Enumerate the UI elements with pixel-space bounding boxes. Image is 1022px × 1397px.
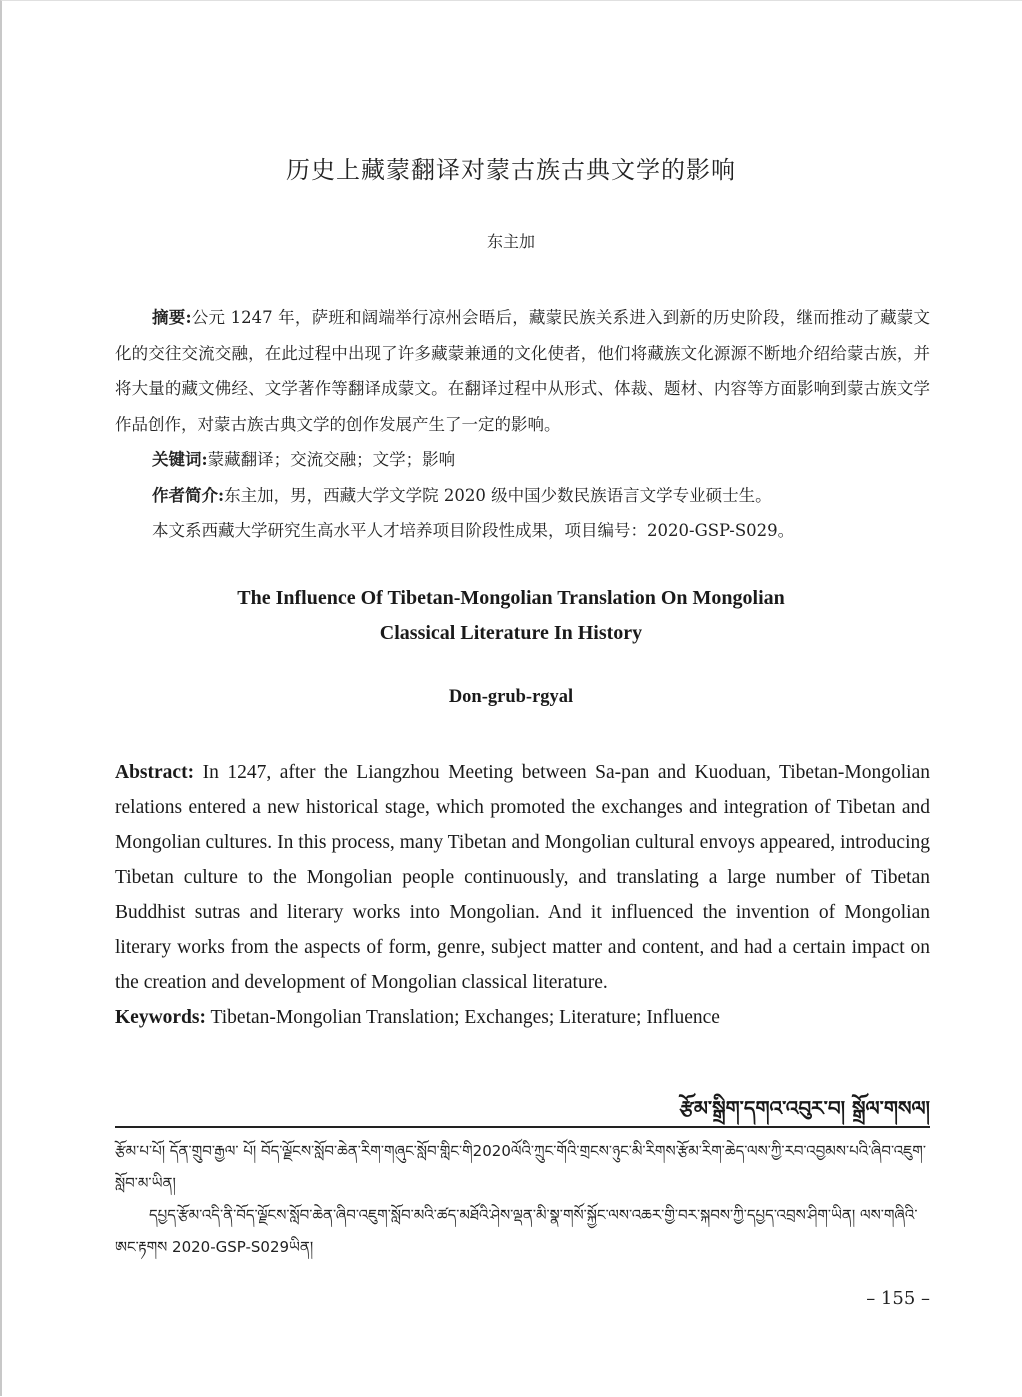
- tibetan-heading: རྩོམ་སྒྲིག་དགའ་འབུར་བ། སྒྲོལ་གསལ།: [679, 1096, 930, 1120]
- chinese-keywords: [115, 442, 930, 478]
- chinese-keywords-label: 关键词:: [152, 450, 208, 469]
- chinese-abstract-text: 公元 1247 年，萨班和阔端举行凉州会晤后，藏蒙民族关系进入到新的历史阶段，继而推动了藏蒙文化的交往交流交融，在此过程中出现了许多藏蒙兼通的文化使者，他们将藏族文化源源不断地介绍给蒙古族，并将大量的藏文佛经、文学著作等翻译成蒙文。在翻译过程中从形式、体裁、题材、内容等方面影响到蒙古族文学作品创作，对蒙古族古典文学的创作发展产生了一定的影响。: [115, 308, 931, 434]
- english-title-line2: Classical Literature In History: [379, 622, 643, 644]
- chinese-funding-note: 本文系西藏大学研究生高水平人才培养项目阶段性成果，项目编号：2020-GSP-S029。: [152, 521, 795, 540]
- english-title: [0, 581, 1022, 651]
- english-abstract-text: In 1247, after the Liangzhou Meeting between Sa-pan and Kuoduan, Tibetan-Mongolian relations entered a new historical stage, which promoted the exchanges and integration of Tibetan and Mongolian cultures. In this process, many Tibetan and Mongolian cultural envoys appeared, introducing Tibetan culture to the Mongolian people continuously, and translating a large number of Tibetan Buddhist sutras and literary works into Mongolian. And it influenced the invention of Mongolian literary works from the aspects of form, genre, subject matter and content, and had a certain impact on the creation and development of Mongolian classical literature.: [115, 762, 930, 993]
- chinese-author: 东主加: [486, 232, 535, 251]
- english-abstract-block: [115, 755, 930, 1035]
- chinese-author-bio: [115, 478, 930, 514]
- tibetan-body: [115, 1135, 930, 1263]
- english-keywords: [115, 1000, 930, 1035]
- chinese-abstract-label: 摘要:: [152, 308, 192, 327]
- tibetan-author-note: རྩོམ་པ་པོ། དོན་གྲུབ་རྒྱལ་ པོ། བོད་ལྗོངས་སློབ་ཆེན་རིག་གཞུང་སློབ་གླིང་གི2020ལོའི་ཀྲུང་གོའི་གྲངས་ཉུང་མི་རིགས་རྩོམ་རིག་ཆེད་ལས་ཀྱི་རབ་འབྱམས་པའི་ཞིབ་འཇུག་སློབ་མ་ཡིན།: [115, 1142, 927, 1192]
- english-title-line1: The Influence Of Tibetan-Mongolian Translation On Mongolian: [237, 587, 785, 609]
- page-number: – 155 –: [866, 1288, 930, 1309]
- chinese-author-bio-text: 东主加，男，西藏大学文学院 2020 级中国少数民族语言文学专业硕士生。: [224, 485, 772, 505]
- chinese-keywords-text: 蒙藏翻译；交流交融；文学；影响: [207, 450, 456, 469]
- english-author: Don-grub-rgyal: [448, 687, 574, 707]
- chinese-author-bio-label: 作者简介:: [152, 485, 225, 505]
- english-abstract: [115, 755, 930, 1000]
- tibetan-divider: [115, 1126, 930, 1128]
- chinese-title: 历史上藏蒙翻译对蒙古族古典文学的影响: [286, 156, 736, 184]
- english-keywords-label: Keywords:: [115, 1007, 206, 1028]
- chinese-abstract-block: [115, 300, 930, 549]
- tibetan-funding-note: དཔྱད་རྩོམ་འདི་ནི་བོད་ལྗོངས་སློབ་ཆེན་ཞིབ་འཇུག་སློབ་མའི་ཚད་མཐོའི་ཤེས་ལྡན་མི་སྣ་གསོ་སྐྱོང་ལས་འཆར་གྱི་བར་སྐབས་ཀྱི་དཔྱད་འབྲས་ཤིག་ཡིན། ལས་གཞིའི་ཨང་རྟགས 2020-GSP-S029ཡིན།: [115, 1206, 918, 1256]
- english-keywords-text: Tibetan-Mongolian Translation; Exchanges; Literature; Influence: [210, 1007, 720, 1028]
- english-abstract-label: Abstract:: [115, 762, 195, 783]
- chinese-abstract: [115, 300, 930, 442]
